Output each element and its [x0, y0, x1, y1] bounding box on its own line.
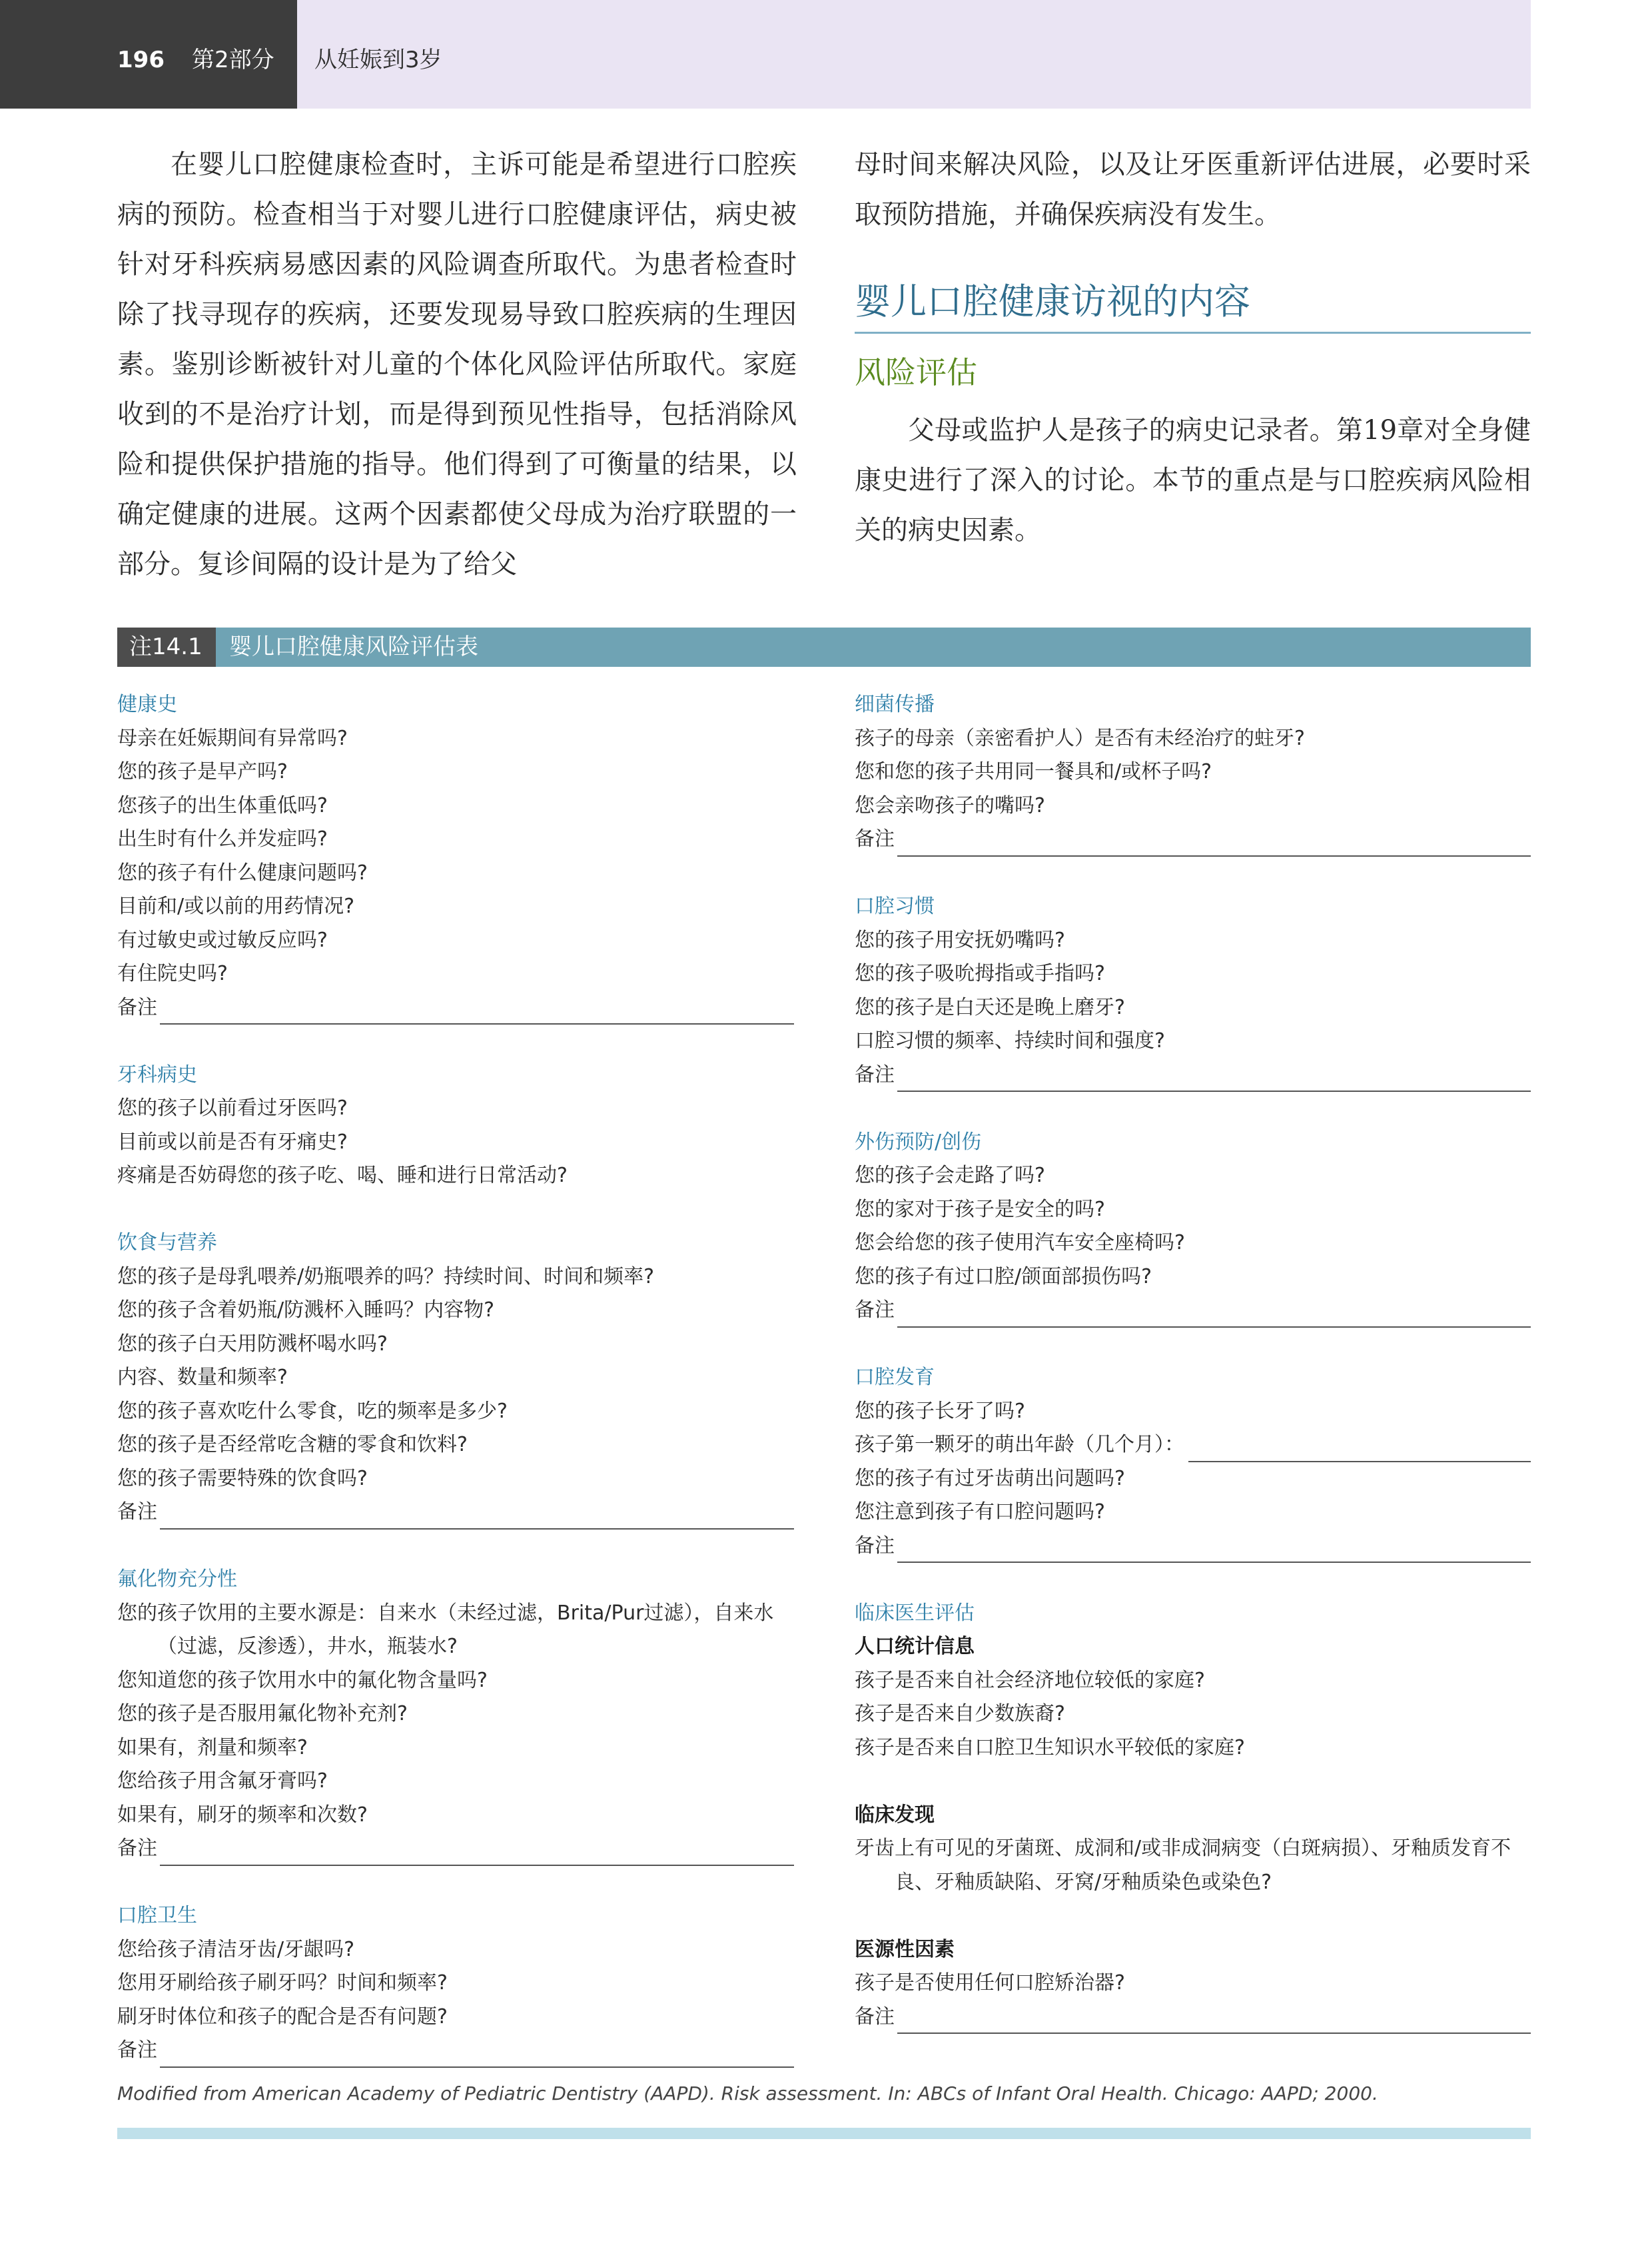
question-item: 您的家对于孩子是安全的吗?	[855, 1197, 1105, 1221]
question-item: 您的孩子是否经常吃含糖的零食和饮料?	[117, 1433, 468, 1456]
bottom-rule	[117, 2128, 1531, 2139]
question-item: 您的孩子喜欢吃什么零食，吃的频率是多少?	[117, 1399, 508, 1423]
notes-field[interactable]	[855, 1059, 1531, 1093]
notes-label: 备注	[117, 1500, 157, 1524]
notes-field[interactable]	[855, 1294, 1531, 1328]
question-item: 有过敏史或过敏反应吗?	[117, 928, 328, 952]
clinician-heading: 临床医生评估	[855, 1601, 975, 1625]
part-title: 从妊娠到3岁	[314, 47, 442, 73]
notes-line[interactable]	[897, 1069, 1531, 1092]
notes-line[interactable]	[897, 1305, 1531, 1328]
question-item: 您的孩子是否服用氟化物补充剂?	[117, 1702, 408, 1725]
question-item: 您的孩子有过口腔/颌面部损伤吗?	[855, 1264, 1152, 1288]
notes-line[interactable]	[160, 2045, 794, 2068]
notes-label: 备注	[117, 1837, 157, 1860]
question-item: 您孩子的出生体重低吗?	[117, 793, 328, 817]
hygiene-heading: 口腔卫生	[117, 1904, 197, 1927]
question-item: 口腔习惯的频率、持续时间和强度?	[855, 1029, 1165, 1053]
notes-line[interactable]	[897, 2011, 1531, 2034]
page-number: 196	[117, 47, 165, 73]
notes-field[interactable]	[855, 823, 1531, 857]
notes-label: 备注	[117, 995, 157, 1019]
question-item: 您的孩子吸吮拇指或手指吗?	[855, 962, 1105, 985]
box-title: 婴儿口腔健康风险评估表	[229, 634, 478, 660]
iatrogenic-heading: 医源性因素	[855, 1937, 955, 1961]
header-band	[297, 0, 1531, 109]
part-label: 第2部分	[192, 47, 274, 73]
diet-heading: 饮食与营养	[117, 1231, 217, 1254]
form-left-column	[117, 688, 794, 2068]
question-item: 您的孩子是早产吗?	[117, 760, 288, 783]
question-item: 刷牙时体位和孩子的配合是否有问题?	[117, 2005, 448, 2029]
question-item: 您的孩子白天用防溅杯喝水吗?	[117, 1332, 388, 1356]
notes-label: 备注	[855, 1063, 895, 1087]
notes-label: 备注	[855, 2005, 895, 2029]
notes-label: 备注	[855, 1298, 895, 1322]
question-item: 您的孩子需要特殊的饮食吗?	[117, 1466, 368, 1490]
question-item: 您的孩子是母乳喂养/奶瓶喂养的吗？持续时间、时间和频率?	[117, 1264, 655, 1288]
question-item: 如果有，剂量和频率?	[117, 1735, 308, 1759]
intro-paragraph: 在婴儿口腔健康检查时，主诉可能是希望进行口腔疾病的预防。检查相当于对婴儿进行口腔健康评估，病史被针对牙科疾病易感因素的风险调查所取代。为患者检查时除了找寻现存的疾病，还要发现易导致口腔疾病的生理因素。鉴别诊断被针对儿童的个体化风险评估所取代。家庭收到的不是治疗计划，而是得到预见性指导，包括消除风险和提供保护措施的指导。他们得到了可衡量的结果，以确定健康的进展。这两个因素都使父母成为治疗联盟的一部分。复诊间隔的设计是为了给父	[117, 149, 797, 580]
first-tooth-age-line[interactable]	[1188, 1440, 1531, 1462]
left-text-column	[117, 140, 797, 590]
health-history-heading: 健康史	[117, 693, 177, 716]
notes-line[interactable]	[160, 1843, 794, 1866]
continued-paragraph: 母时间来解决风险，以及让牙医重新评估进展，必要时采取预防措施，并确保疾病没有发生。	[855, 149, 1531, 230]
notes-field[interactable]	[117, 1496, 794, 1530]
notes-label: 备注	[117, 2038, 157, 2062]
question-item: 目前或以前是否有牙痛史?	[117, 1130, 348, 1154]
question-item: 有住院史吗?	[117, 962, 228, 985]
findings-heading: 临床发现	[855, 1803, 935, 1827]
notes-line[interactable]	[897, 834, 1531, 857]
question-item: 您的孩子有什么健康问题吗?	[117, 861, 368, 885]
question-item: 目前和/或以前的用药情况?	[117, 895, 355, 918]
development-heading: 口腔发育	[855, 1366, 935, 1389]
question-item: 您的孩子有过牙齿萌出问题吗?	[855, 1466, 1125, 1490]
notes-field[interactable]	[117, 991, 794, 1025]
question-item: 孩子的母亲（亲密看护人）是否有未经治疗的蛀牙?	[855, 726, 1305, 750]
notes-field[interactable]	[855, 2001, 1531, 2034]
dental-history-heading: 牙科病史	[117, 1063, 197, 1087]
question-item: 如果有，刷牙的频率和次数?	[117, 1803, 368, 1827]
subsection-title: 风险评估	[855, 354, 977, 390]
first-tooth-age-field[interactable]	[855, 1428, 1531, 1462]
notes-line[interactable]	[160, 1507, 794, 1530]
question-item: 出生时有什么并发症吗?	[117, 827, 328, 851]
question-item: 母亲在妊娠期间有异常吗?	[117, 726, 348, 750]
demographics-heading: 人口统计信息	[855, 1635, 975, 1658]
question-item: 您会亲吻孩子的嘴吗?	[855, 793, 1045, 817]
bacteria-heading: 细菌传播	[855, 693, 935, 716]
question-item: 您的孩子用安抚奶嘴吗?	[855, 928, 1065, 952]
question-item: 您给孩子用含氟牙膏吗?	[117, 1769, 328, 1793]
notes-field[interactable]	[117, 2034, 794, 2068]
notes-field[interactable]	[117, 1832, 794, 1866]
notes-line[interactable]	[160, 1002, 794, 1025]
question-item: 孩子是否来自社会经济地位较低的家庭?	[855, 1668, 1205, 1692]
question-item: 您和您的孩子共用同一餐具和/或杯子吗?	[855, 760, 1212, 783]
question-item: 疼痛是否妨碍您的孩子吃、喝、睡和进行日常活动?	[117, 1164, 568, 1187]
fluoride-heading: 氟化物充分性	[117, 1568, 237, 1591]
form-right-column	[855, 688, 1531, 2034]
question-item: 您的孩子含着奶瓶/防溅杯入睡吗？内容物?	[117, 1298, 495, 1322]
notes-field[interactable]	[855, 1530, 1531, 1564]
question-item: 您注意到孩子有口腔问题吗?	[855, 1500, 1105, 1524]
right-text-column	[855, 140, 1531, 556]
question-item: 牙齿上有可见的牙菌斑、成洞和/或非成洞病变（白斑病损）、牙釉质发育不良、牙釉质缺陷、牙窝/牙釉质染色或染色?	[855, 1837, 1511, 1894]
injury-heading: 外伤预防/创伤	[855, 1130, 982, 1154]
question-item: 孩子是否来自口腔卫生知识水平较低的家庭?	[855, 1735, 1245, 1759]
question-item: 您会给您的孩子使用汽车安全座椅吗?	[855, 1231, 1185, 1254]
question-item: 您的孩子以前看过牙医吗?	[117, 1097, 348, 1120]
notes-label: 备注	[855, 1534, 895, 1558]
first-tooth-age-label: 孩子第一颗牙的萌出年龄（几个月）：	[855, 1433, 1184, 1456]
notes-line[interactable]	[897, 1540, 1531, 1563]
question-item: 孩子是否来自少数族裔?	[855, 1702, 1065, 1725]
question-item: 您的孩子是白天还是晚上磨牙?	[855, 995, 1125, 1019]
question-item: 孩子是否使用任何口腔矫治器?	[855, 1971, 1125, 1995]
question-item: 您用牙刷给孩子刷牙吗？时间和频率?	[117, 1971, 448, 1995]
question-item: 内容、数量和频率?	[117, 1366, 288, 1389]
question-item: 您知道您的孩子饮用水中的氟化物含量吗?	[117, 1668, 488, 1692]
question-item: 您的孩子会走路了吗?	[855, 1164, 1045, 1187]
box-tag: 注14.1	[117, 628, 216, 667]
habits-heading: 口腔习惯	[855, 895, 935, 918]
notes-label: 备注	[855, 827, 895, 851]
risk-paragraph: 父母或监护人是孩子的病史记录者。第19章对全身健康史进行了深入的讨论。本节的重点是与口腔疾病风险相关的病史因素。	[855, 415, 1531, 546]
question-item: 您的孩子饮用的主要水源是：自来水（未经过滤，Brita/Pur过滤），自来水（过滤，反渗透），井水，瓶装水?	[117, 1601, 774, 1658]
citation: Modified from American Academy of Pediatric Dentistry (AAPD). Risk assessment. In: ABCs of Infant Oral Health. Chicago: AAPD; 2000.	[117, 2082, 1378, 2104]
question-item: 您的孩子长牙了吗?	[855, 1399, 1025, 1423]
section-title: 婴儿口腔健康访视的内容	[855, 280, 1250, 322]
question-item: 您给孩子清洁牙齿/牙龈吗?	[117, 1937, 355, 1961]
